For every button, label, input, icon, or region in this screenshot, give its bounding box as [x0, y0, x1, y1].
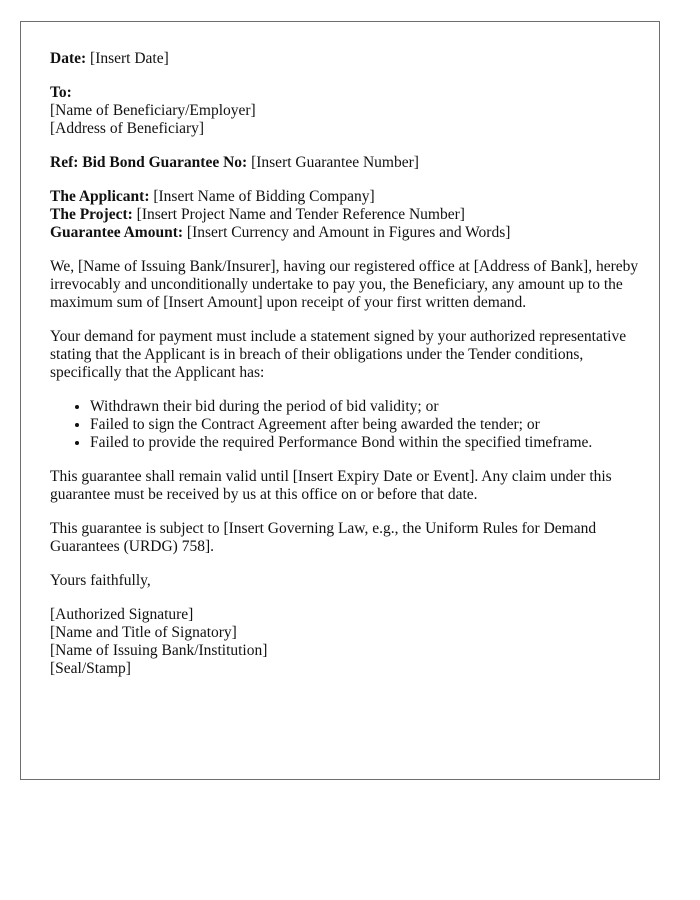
list-item: • Failed to provide the required Performance Bond within the specified timeframe.	[90, 434, 640, 452]
date-value: [Insert Date]	[90, 50, 169, 67]
letter-page	[20, 21, 660, 780]
letter-body	[50, 50, 640, 694]
signature-line: [Authorized Signature]	[50, 606, 194, 623]
signature-block	[50, 606, 640, 678]
seal-stamp-line: [Seal/Stamp]	[50, 660, 131, 677]
project-line	[50, 206, 640, 224]
details-block	[50, 188, 640, 242]
amount-line	[50, 224, 640, 242]
to-label: To:	[50, 84, 72, 101]
amount-value: [Insert Currency and Amount in Figures and Words]	[186, 224, 511, 241]
demand-paragraph: Your demand for payment must include a statement signed by your authorized representative stating that the Applicant is in breach of their obligations under the Tender conditions, specifically that the Applicant has:	[50, 328, 627, 381]
breach-conditions-list	[50, 398, 640, 452]
reference-value: [Insert Guarantee Number]	[251, 154, 419, 171]
applicant-label: The Applicant:	[50, 188, 150, 205]
recipient-block	[50, 84, 640, 138]
closing-line: Yours faithfully,	[50, 572, 151, 589]
date-label: Date:	[50, 50, 87, 67]
reference-label: Ref: Bid Bond Guarantee No:	[50, 154, 248, 171]
recipient-address: [Address of Beneficiary]	[50, 120, 205, 137]
reference-line	[50, 154, 640, 172]
project-value: [Insert Project Name and Tender Reference Number]	[136, 206, 465, 223]
applicant-value: [Insert Name of Bidding Company]	[153, 188, 375, 205]
issuing-bank-line: [Name of Issuing Bank/Institution]	[50, 642, 268, 659]
amount-label: Guarantee Amount:	[50, 224, 184, 241]
project-label: The Project:	[50, 206, 133, 223]
recipient-name: [Name of Beneficiary/Employer]	[50, 102, 256, 119]
undertaking-paragraph: We, [Name of Issuing Bank/Insurer], having our registered office at [Address of Bank], hereby irrevocably and unconditionally undertake to pay you, the Beneficiary, any amount up to the maximum sum of [Insert Amount] upon receipt of your first written demand.	[50, 258, 639, 311]
list-item: • Withdrawn their bid during the period of bid validity; or	[90, 398, 640, 416]
governing-law-paragraph: This guarantee is subject to [Insert Governing Law, e.g., the Uniform Rules for Demand Guarantees (URDG) 758].	[50, 520, 597, 555]
validity-paragraph: This guarantee shall remain valid until [Insert Expiry Date or Event]. Any claim under this guarantee must be received by us at this office on or before that date.	[50, 468, 612, 503]
signatory-name-line: [Name and Title of Signatory]	[50, 624, 237, 641]
applicant-line	[50, 188, 640, 206]
date-line	[50, 50, 640, 68]
list-item: • Failed to sign the Contract Agreement after being awarded the tender; or	[90, 416, 640, 434]
